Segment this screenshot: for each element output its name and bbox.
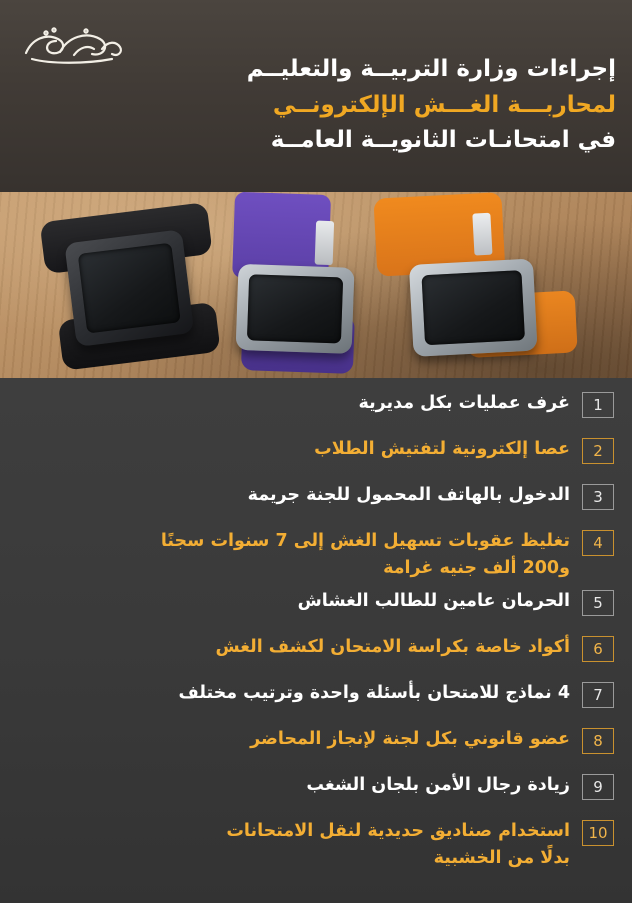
list-item-number: 7: [582, 682, 614, 708]
purple-charger-plug: [315, 221, 335, 266]
list-item: [18, 588, 614, 628]
list-item: [18, 634, 614, 674]
orange-charger-plug: [472, 213, 492, 256]
header-banner: [0, 0, 632, 192]
orange-watch-screen: [421, 270, 525, 345]
purple-smartwatch: [215, 193, 383, 371]
list-item-number: 1: [582, 392, 614, 418]
list-item-text: غرف عمليات بكل مديرية: [358, 393, 570, 413]
list-item-text-line2: و200 ألف جنيه غرامة: [383, 558, 570, 579]
title-block: [146, 52, 616, 159]
list-item-number: 9: [582, 774, 614, 800]
black-watch-screen: [78, 243, 181, 334]
list-item-text: [18, 818, 582, 872]
ramadan-kareem-calligraphy-logo: [14, 18, 134, 70]
list-item-text-line1: استخدام صناديق حديدية لنقل الامتحانات: [226, 821, 570, 842]
list-item-text-line1: تغليظ عقوبات تسهيل الغش إلى 7 سنوات سجنًا: [160, 531, 570, 551]
black-smartwatch: [32, 206, 228, 367]
list-item-number: 8: [582, 728, 614, 754]
list-item-number: 4: [582, 530, 614, 556]
measures-list: [0, 378, 632, 903]
list-item: [18, 726, 614, 766]
list-item-text: 4 نماذج للامتحان بأسئلة واحدة وترتيب مختلف: [178, 683, 570, 704]
title-line-2: لمحاربـــة الغـــش الإلكترونــي: [272, 91, 616, 118]
list-item: [18, 772, 614, 812]
list-item-number: 2: [582, 438, 614, 464]
list-item: [18, 528, 614, 582]
list-item: [18, 680, 614, 720]
list-item: [18, 818, 614, 872]
list-item-text: عضو قانوني بكل لجنة لإنجاز المحاضر: [250, 729, 570, 750]
list-item-text-line2: بدلًا من الخشبية: [433, 848, 570, 869]
list-item: [18, 436, 614, 476]
smartwatches-photo: [0, 192, 632, 378]
title-line-1: إجراءات وزارة التربيــة والتعليــم: [246, 56, 616, 82]
list-item-text: أكواد خاصة بكراسة الامتحان لكشف الغش: [215, 637, 570, 658]
list-item-number: 3: [582, 484, 614, 510]
list-item-text: زيادة رجال الأمن بلجان الشغب: [306, 775, 570, 796]
list-item: [18, 482, 614, 522]
list-item: [18, 390, 614, 430]
purple-watch-screen: [247, 274, 343, 343]
title-line-3: في امتحانـات الثانويــة العامــة: [270, 127, 616, 154]
list-item-text: عصا إلكترونية لتفتيش الطلاب: [314, 439, 570, 459]
list-item-text: الحرمان عامين للطالب الغشاش: [297, 591, 570, 612]
list-item-number: 10: [582, 820, 614, 846]
orange-smartwatch: [368, 195, 567, 373]
list-item-number: 6: [582, 636, 614, 662]
list-item-text: [18, 528, 582, 582]
list-item-text: الدخول بالهاتف المحمول للجنة جريمة: [247, 485, 570, 505]
list-item-number: 5: [582, 590, 614, 616]
